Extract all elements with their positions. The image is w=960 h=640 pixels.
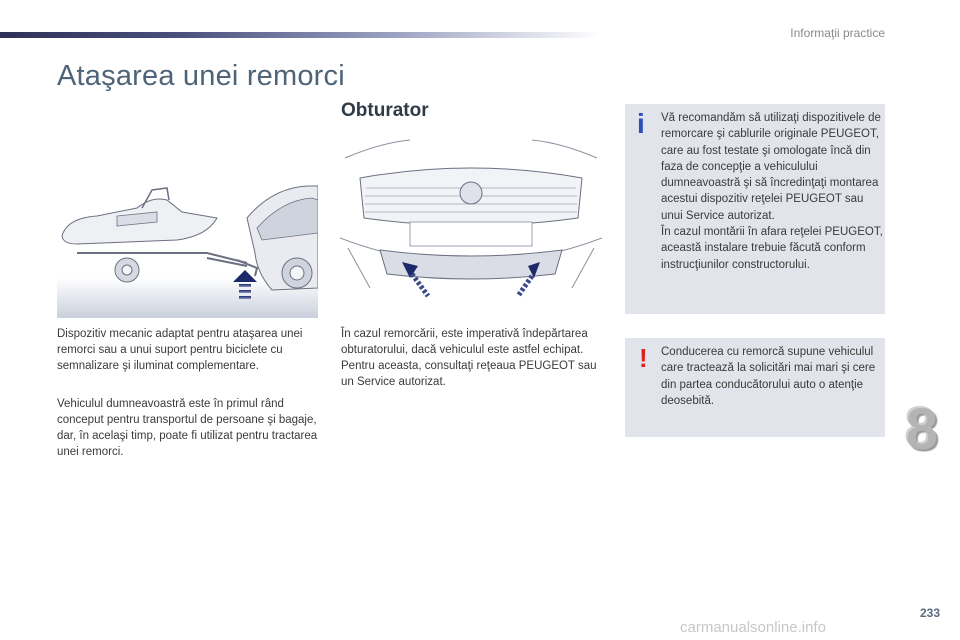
header-bar	[0, 32, 600, 38]
left-paragraph-2: Vehiculul dumneavoastră este în primul rând conceput pentru transportul de persoane şi bagaje, dar, în acelaşi timp, poate fi utilizat pentru tractarea unei remorci.	[57, 398, 318, 458]
grille-illustration	[340, 138, 602, 304]
watermark: carmanualsonline.info	[680, 619, 826, 636]
section-label: Informaţii practice	[790, 26, 885, 40]
warning-box	[625, 338, 885, 437]
chapter-number: 8	[905, 397, 938, 462]
trailer-drawing	[57, 178, 318, 318]
info-box	[625, 104, 885, 314]
middle-paragraph: În cazul remorcării, este imperativă îndepărtarea obturatorului, dacă vehiculul este astfel echipat. Pentru aceasta, consultaţi reţeaua PEUGEOT sau un Service autorizat.	[341, 328, 597, 388]
info-text: Vă recomandăm să utilizaţi dispozitivele de remorcare şi cablurile originale PEUGEOT, care au fost testate şi omologate încă din faza de concepţie a vehiculului dumneavoastră şi să încredinţaţi montarea acestui dispozitiv reţelei PEUGEOT sau unui Service autorizat. În cazul montării în afara reţelei PEUGEOT, această instalare trebuie făcută conform instrucţiunilor constructorului.	[661, 112, 883, 271]
warning-text: Conducerea cu remorcă supune vehiculul care tractează la solicitări mai mari şi cere din partea conducătorului auto o atenţie deosebită.	[661, 346, 876, 407]
page-number: 233	[919, 606, 940, 620]
warning-icon: !	[639, 343, 648, 373]
trailer-illustration	[57, 178, 318, 318]
section-heading: Obturator	[341, 100, 429, 121]
page-title: Ataşarea unei remorci	[57, 60, 345, 92]
grille-drawing	[340, 138, 602, 304]
info-icon: i	[637, 108, 645, 139]
left-paragraph-1: Dispozitiv mecanic adaptat pentru ataşarea unei remorci sau a unui suport pentru biciclete cu semnalizare şi iluminat complementare.	[57, 328, 303, 372]
